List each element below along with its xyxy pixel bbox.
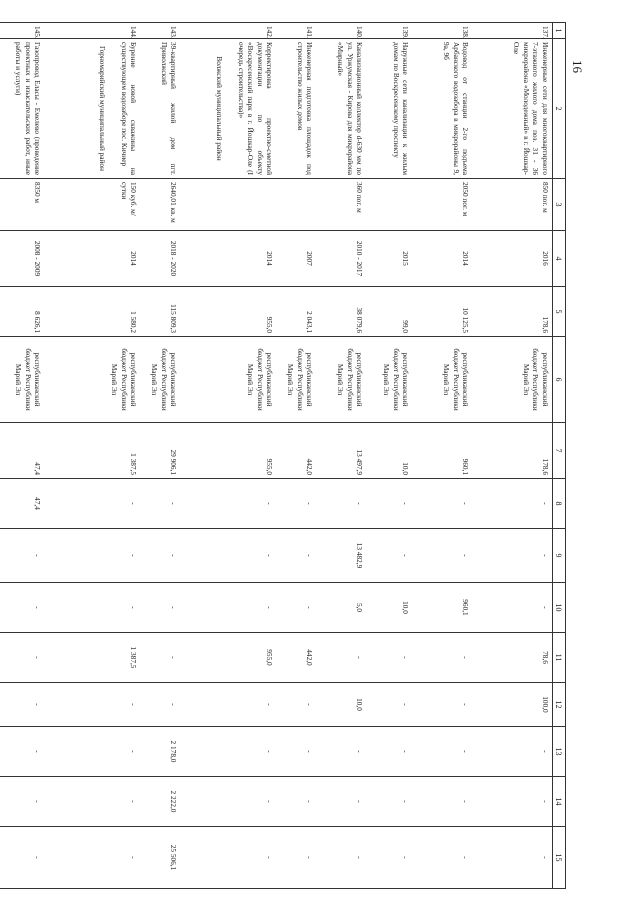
item-name-text: Наружные сети канализации к жилым домам по Воскресенскому проспекту — [392, 42, 411, 175]
value-col14-text: - — [401, 800, 411, 803]
years — [0, 231, 45, 287]
item-name-text: Инженерные сети для многоквартирного 7-этажного жилого дома поз. 31 - 36 микрорайона «Молодежный» в г. Йошкар-Оле — [512, 42, 550, 175]
col-header: 5 — [553, 287, 566, 337]
row-number — [473, 23, 553, 39]
value-col10 — [277, 583, 317, 633]
value-col9-text: - — [265, 554, 275, 557]
row-number — [45, 23, 141, 39]
years — [317, 231, 367, 287]
budget-table — [0, 22, 566, 889]
value-col11 — [413, 633, 473, 683]
funding-source-text: республиканский бюджет Республики Марий Эл — [522, 348, 550, 411]
funding-source — [277, 337, 317, 423]
value-col8 — [277, 479, 317, 529]
value-col14 — [367, 777, 413, 827]
total-amount — [141, 423, 181, 479]
value-col12 — [413, 683, 473, 727]
capacity-text: 150 куб. м/ сутки — [120, 182, 139, 216]
value-col13 — [141, 727, 181, 777]
estimated-cost — [181, 287, 277, 337]
value-col15 — [277, 827, 317, 889]
value-col13 — [45, 727, 141, 777]
col-header: 11 — [553, 633, 566, 683]
value-col12 — [181, 683, 277, 727]
funding-source-text: республиканский бюджет Республики Марий Эл — [286, 348, 315, 411]
estimated-cost-text: 10 125,5 — [461, 307, 471, 333]
district-group-label: Волжский муниципальный район — [215, 56, 225, 161]
years-text: 2015 — [401, 251, 411, 266]
estimated-cost — [277, 287, 317, 337]
total-amount — [277, 423, 317, 479]
value-col8 — [367, 479, 413, 529]
years — [45, 231, 141, 287]
capacity — [45, 179, 141, 231]
value-col8-text: - — [265, 502, 275, 505]
value-col10-text: - — [541, 606, 550, 609]
total-amount — [473, 423, 553, 479]
item-name — [317, 39, 367, 179]
row-number — [367, 23, 413, 39]
item-name — [181, 39, 277, 179]
total-amount-text: 47,4 — [33, 462, 43, 475]
table-row — [367, 23, 413, 889]
value-col15-text: - — [265, 856, 275, 859]
estimated-cost-text: 2 043,1 — [305, 311, 315, 333]
value-col11-text: - — [401, 656, 411, 659]
row-number-text: 144. — [129, 26, 139, 39]
total-amount-text: 178,6 — [541, 458, 550, 475]
value-col14-text: 2 222,0 — [169, 790, 179, 813]
value-col10 — [181, 583, 277, 633]
value-col13-text: - — [401, 750, 411, 753]
col-header: 6 — [553, 337, 566, 423]
value-col15 — [367, 827, 413, 889]
estimated-cost-text: 115 809,3 — [169, 304, 179, 333]
value-col11-text: - — [169, 656, 179, 659]
col-header: 10 — [553, 583, 566, 633]
value-col8-text: - — [129, 502, 139, 505]
years-text: 2018 - 2020 — [169, 240, 179, 277]
value-col9-text: 13 482,9 — [355, 542, 365, 569]
value-col12-text: 10,0 — [355, 698, 365, 711]
estimated-cost-text: 8 626,1 — [33, 311, 43, 333]
value-col8-text: - — [401, 502, 411, 505]
value-col12 — [0, 683, 45, 727]
value-col8-text: - — [461, 502, 471, 505]
capacity — [181, 179, 277, 231]
col-header: 14 — [553, 777, 566, 827]
value-col8 — [473, 479, 553, 529]
value-col13-text: - — [461, 750, 471, 753]
value-col12-text: - — [33, 703, 43, 706]
total-amount-text: 955,0 — [265, 458, 275, 475]
value-col9 — [141, 529, 181, 583]
value-col8-text: - — [355, 502, 365, 505]
item-name-text: Водовод от станции 2-го подъема Арбанского водозабора в микрорайоны 9, 9а, 9б — [442, 42, 471, 175]
row-number-text: 138. — [461, 26, 471, 39]
years — [413, 231, 473, 287]
value-col13 — [317, 727, 367, 777]
value-col11-text: 442,0 — [305, 649, 315, 666]
estimated-cost-text: 178,6 — [541, 316, 550, 333]
capacity — [0, 179, 45, 231]
estimated-cost-text: 1 580,2 — [129, 311, 139, 333]
years — [473, 231, 553, 287]
value-col11 — [473, 633, 553, 683]
funding-source — [181, 337, 277, 423]
value-col14 — [317, 777, 367, 827]
row-number — [317, 23, 367, 39]
value-col14-text: - — [129, 800, 139, 803]
value-col10 — [0, 583, 45, 633]
value-col15-text: - — [33, 856, 43, 859]
value-col9 — [473, 529, 553, 583]
funding-source-text: республиканский бюджет Республики Марий Эл — [246, 348, 275, 411]
funding-source — [141, 337, 181, 423]
capacity-text: 2050 пог. м — [461, 182, 471, 217]
value-col9 — [0, 529, 45, 583]
row-number — [413, 23, 473, 39]
table-row — [413, 23, 473, 889]
value-col11 — [181, 633, 277, 683]
value-col10-text: 10,0 — [401, 601, 411, 614]
value-col9-text: - — [33, 554, 43, 557]
district-group-label: Горномарийский муниципальный район — [98, 46, 108, 171]
col-header: 3 — [553, 179, 566, 231]
value-col11-text: 78,6 — [541, 651, 550, 664]
value-col13-text: - — [33, 750, 43, 753]
funding-source — [367, 337, 413, 423]
total-amount — [317, 423, 367, 479]
estimated-cost — [413, 287, 473, 337]
value-col15-text: - — [305, 856, 315, 859]
col-header: 12 — [553, 683, 566, 727]
capacity — [413, 179, 473, 231]
col-header: 4 — [553, 231, 566, 287]
table-row — [141, 23, 181, 889]
funding-source — [317, 337, 367, 423]
years-text: 2010 - 2017 — [355, 240, 365, 277]
value-col14-text: - — [305, 800, 315, 803]
item-name — [473, 39, 553, 179]
value-col8 — [317, 479, 367, 529]
years-text: 2008 - 2009 — [33, 240, 43, 277]
estimated-cost — [141, 287, 181, 337]
estimated-cost-text: 955,0 — [265, 316, 275, 333]
total-amount — [367, 423, 413, 479]
estimated-cost — [45, 287, 141, 337]
value-col13 — [473, 727, 553, 777]
capacity-text: 360 пог. м — [355, 182, 365, 213]
value-col13-text: - — [305, 750, 315, 753]
value-col13 — [0, 727, 45, 777]
col-header: 9 — [553, 529, 566, 583]
value-col9 — [413, 529, 473, 583]
total-amount-text: 13 497,9 — [355, 449, 365, 475]
value-col15 — [413, 827, 473, 889]
value-col12-text: - — [305, 703, 315, 706]
rotated-table-wrapper — [14, 22, 566, 888]
value-col8 — [141, 479, 181, 529]
value-col9-text: - — [305, 554, 315, 557]
capacity — [473, 179, 553, 231]
item-name-text: Газопровод Еласы - Емелево (проведение проектных и изыскательских работ, иные работы и услуги) — [14, 42, 43, 175]
value-col9 — [277, 529, 317, 583]
value-col10-text: - — [265, 606, 275, 609]
value-col11-text: - — [461, 656, 471, 659]
funding-source-text: республиканский бюджет Республики Марий Эл — [336, 348, 365, 411]
table-row — [317, 23, 367, 889]
value-col14-text: - — [461, 800, 471, 803]
item-name — [367, 39, 413, 179]
total-amount-text: 960,1 — [461, 458, 471, 475]
total-amount — [0, 423, 45, 479]
value-col13-text: 2 178,0 — [169, 740, 179, 763]
value-col9-text: - — [169, 554, 179, 557]
estimated-cost-text: 38 079,6 — [355, 307, 365, 333]
item-name-text: Бурение новой скважины на существующем водозаборе пос. Кичиер — [120, 42, 139, 175]
value-col11 — [367, 633, 413, 683]
value-col12 — [45, 683, 141, 727]
value-col15-text: - — [129, 856, 139, 859]
col-header: 7 — [553, 423, 566, 479]
value-col8 — [45, 479, 141, 529]
value-col8-text: - — [541, 502, 550, 505]
value-col10 — [45, 583, 141, 633]
value-col14-text: - — [265, 800, 275, 803]
value-col14-text: - — [33, 800, 43, 803]
value-col15 — [181, 827, 277, 889]
value-col11 — [317, 633, 367, 683]
value-col12 — [367, 683, 413, 727]
value-col11 — [141, 633, 181, 683]
value-col12 — [317, 683, 367, 727]
value-col12-text: - — [461, 703, 471, 706]
capacity-text: 2640,01 кв. м — [169, 182, 179, 223]
years-text: 2016 — [541, 251, 550, 266]
row-number — [141, 23, 181, 39]
years — [367, 231, 413, 287]
capacity-text: 850 пог. м — [541, 182, 550, 213]
value-col13 — [277, 727, 317, 777]
value-col11-text: 955,0 — [265, 649, 275, 666]
value-col8-text: - — [305, 502, 315, 505]
header-row — [553, 23, 566, 889]
value-col13-text: - — [265, 750, 275, 753]
value-col13-text: - — [541, 750, 550, 753]
value-col8 — [181, 479, 277, 529]
capacity — [277, 179, 317, 231]
value-col13 — [367, 727, 413, 777]
value-col11 — [277, 633, 317, 683]
row-number — [277, 23, 317, 39]
value-col11-text: 1 387,5 — [129, 646, 139, 669]
value-col10-text: 5,0 — [355, 602, 365, 613]
value-col10-text: - — [169, 606, 179, 609]
value-col13 — [413, 727, 473, 777]
value-col15-text: - — [355, 856, 365, 859]
value-col8 — [413, 479, 473, 529]
funding-source — [0, 337, 45, 423]
total-amount-text: 29 906,1 — [169, 449, 179, 475]
value-col14-text: - — [541, 800, 550, 803]
funding-source-text: республиканский бюджет Республики Марий Эл — [150, 348, 179, 411]
value-col14 — [413, 777, 473, 827]
value-col12-text: - — [169, 703, 179, 706]
value-col13 — [181, 727, 277, 777]
value-col10 — [413, 583, 473, 633]
value-col15-text: - — [461, 856, 471, 859]
row-number-text: 139. — [401, 26, 411, 39]
funding-source-text: республиканский бюджет Республики Марий Эл — [442, 348, 471, 411]
value-col8-text: - — [169, 502, 179, 505]
table-row — [277, 23, 317, 889]
item-name-text: Канализационный коллектор d-630 мм по ул. Уржумская - Кирова для микрорайона «Мирный» — [336, 42, 365, 175]
years — [181, 231, 277, 287]
total-amount-text: 10,0 — [401, 462, 411, 475]
col-header: 8 — [553, 479, 566, 529]
value-col11 — [0, 633, 45, 683]
value-col14 — [0, 777, 45, 827]
capacity-text: 8350 м — [33, 182, 43, 204]
value-col12 — [141, 683, 181, 727]
item-name — [45, 39, 141, 179]
funding-source — [473, 337, 553, 423]
years-text: 2014 — [461, 251, 471, 266]
value-col9 — [317, 529, 367, 583]
estimated-cost-text: 99,0 — [401, 320, 411, 333]
value-col9 — [367, 529, 413, 583]
value-col14 — [45, 777, 141, 827]
value-col12-text: - — [401, 703, 411, 706]
funding-source-text: республиканский бюджет Республики Марий Эл — [110, 348, 139, 411]
total-amount — [45, 423, 141, 479]
value-col15 — [473, 827, 553, 889]
value-col15-text: - — [541, 856, 550, 859]
item-name — [413, 39, 473, 179]
total-amount-text: 442,0 — [305, 458, 315, 475]
funding-source — [413, 337, 473, 423]
funding-source-text: республиканский бюджет Республики Марий Эл — [14, 348, 43, 411]
value-col12-text: - — [265, 703, 275, 706]
value-col13-text: - — [355, 750, 365, 753]
item-name-text: Корректировка проектно-сметной документации по объекту «Воскресенский парк в г. Йошкар-Оле (I очередь строительства)» — [237, 42, 275, 175]
funding-source-text: республиканский бюджет Республики Марий Эл — [382, 348, 411, 411]
item-name-text: 39-квартирный жилой дом пгт. Приволжский — [160, 42, 179, 175]
value-col8-text: 47,4 — [33, 497, 43, 510]
total-amount — [181, 423, 277, 479]
value-col15 — [45, 827, 141, 889]
value-col15 — [141, 827, 181, 889]
item-name — [141, 39, 181, 179]
row-number-text: 137. — [541, 26, 550, 39]
row-number-text: 141. — [305, 26, 315, 39]
page-number: 16 — [570, 60, 585, 73]
years-text: 2014 — [265, 251, 275, 266]
table-row — [45, 23, 141, 889]
total-amount — [413, 423, 473, 479]
row-number-text: 140. — [355, 26, 365, 39]
value-col11 — [45, 633, 141, 683]
value-col9-text: - — [401, 554, 411, 557]
estimated-cost — [473, 287, 553, 337]
value-col9-text: - — [129, 554, 139, 557]
value-col10 — [317, 583, 367, 633]
estimated-cost — [367, 287, 413, 337]
value-col13-text: - — [129, 750, 139, 753]
table-row — [181, 23, 277, 889]
value-col14 — [141, 777, 181, 827]
value-col10 — [367, 583, 413, 633]
value-col10 — [473, 583, 553, 633]
col-header: 13 — [553, 727, 566, 777]
value-col11-text: - — [355, 656, 365, 659]
value-col14-text: - — [355, 800, 365, 803]
value-col12-text: - — [129, 703, 139, 706]
item-name-text: Инженерная подготовка площадок под строительство жилых домов — [296, 42, 315, 175]
table-row — [473, 23, 553, 889]
col-header: 2 — [553, 39, 566, 179]
value-col15-text: - — [401, 856, 411, 859]
value-col11-text: - — [33, 656, 43, 659]
value-col10-text: - — [33, 606, 43, 609]
years-text: 2007 — [305, 251, 315, 266]
row-number-text: 143. — [169, 26, 179, 39]
total-amount-text: 1 387,5 — [129, 453, 139, 475]
value-col9 — [181, 529, 277, 583]
value-col15 — [0, 827, 45, 889]
value-col9-text: - — [461, 554, 471, 557]
capacity — [367, 179, 413, 231]
value-col14 — [181, 777, 277, 827]
value-col15-text: 25 506,1 — [169, 844, 179, 871]
value-col8 — [0, 479, 45, 529]
value-col14 — [277, 777, 317, 827]
col-header: 1 — [553, 23, 566, 39]
value-col10-text: - — [129, 606, 139, 609]
value-col10 — [141, 583, 181, 633]
item-name — [277, 39, 317, 179]
col-header: 15 — [553, 827, 566, 889]
capacity — [141, 179, 181, 231]
item-name — [0, 39, 45, 179]
estimated-cost — [0, 287, 45, 337]
value-col14 — [473, 777, 553, 827]
value-col15 — [317, 827, 367, 889]
value-col9-text: - — [541, 554, 550, 557]
funding-source — [45, 337, 141, 423]
value-col12-text: 100,0 — [541, 696, 550, 713]
capacity — [317, 179, 367, 231]
years — [277, 231, 317, 287]
row-number — [181, 23, 277, 39]
years-text: 2014 — [129, 251, 139, 266]
value-col12 — [277, 683, 317, 727]
row-number — [0, 23, 45, 39]
value-col10-text: - — [305, 606, 315, 609]
estimated-cost — [317, 287, 367, 337]
table-row — [0, 23, 45, 889]
value-col9 — [45, 529, 141, 583]
value-col10-text: 960,1 — [461, 599, 471, 616]
value-col12 — [473, 683, 553, 727]
years — [141, 231, 181, 287]
row-number-text: 142. — [265, 26, 275, 39]
row-number-text: 145. — [33, 26, 43, 39]
